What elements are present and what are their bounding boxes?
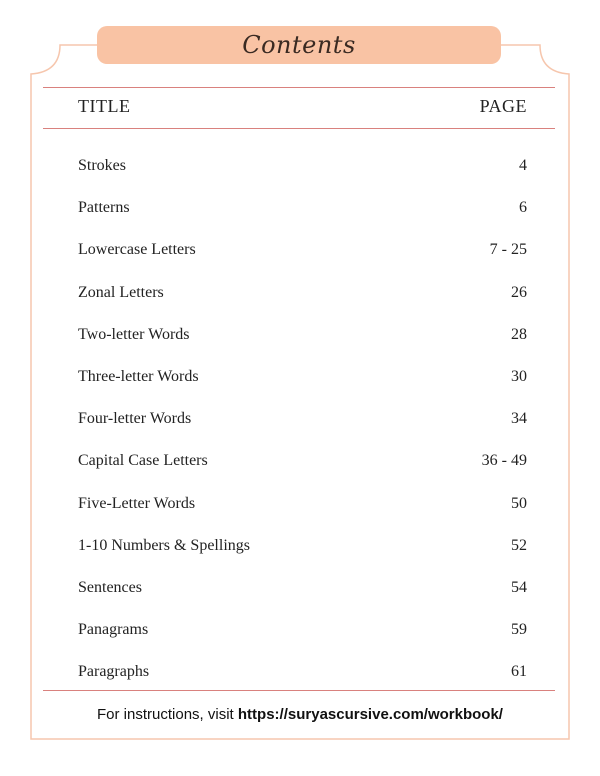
header-divider xyxy=(43,128,555,129)
list-item xyxy=(78,483,527,525)
list-item xyxy=(78,609,527,651)
footer-instructions xyxy=(0,706,600,723)
entry-title: Five-Letter Words xyxy=(78,494,196,512)
list-item xyxy=(78,525,527,567)
entry-page: 50 xyxy=(511,494,527,512)
contents-banner xyxy=(97,26,501,64)
entry-page: 30 xyxy=(511,368,527,386)
entry-page: 26 xyxy=(511,283,527,301)
contents-list xyxy=(78,145,527,693)
entry-page: 54 xyxy=(511,578,527,596)
list-item xyxy=(78,398,527,440)
entry-page: 36 - 49 xyxy=(481,452,527,470)
header-title-label: TITLE xyxy=(78,96,131,116)
list-item xyxy=(78,314,527,356)
list-item xyxy=(78,272,527,314)
list-item xyxy=(78,145,527,187)
top-divider xyxy=(43,87,555,88)
workbook-link[interactable]: https://suryascursive.com/workbook/ xyxy=(237,706,503,723)
entry-title: Sentences xyxy=(78,578,142,596)
entry-title: Zonal Letters xyxy=(78,283,164,301)
entry-title: Two-letter Words xyxy=(78,325,190,343)
table-header xyxy=(78,96,527,117)
list-item xyxy=(78,567,527,609)
page-title: Contents xyxy=(242,31,356,59)
entry-title: Panagrams xyxy=(78,621,149,639)
entry-title: Four-letter Words xyxy=(78,410,192,428)
entry-page: 61 xyxy=(511,663,527,681)
list-item xyxy=(78,356,527,398)
header-page-label: PAGE xyxy=(479,96,527,116)
entry-title: Three-letter Words xyxy=(78,368,199,386)
footer-prefix: For instructions, visit xyxy=(97,706,238,723)
entry-title: Paragraphs xyxy=(78,663,150,681)
entry-title: Strokes xyxy=(78,157,126,175)
list-item xyxy=(78,440,527,482)
list-item xyxy=(78,187,527,229)
entry-title: Lowercase Letters xyxy=(78,241,196,259)
entry-page: 7 - 25 xyxy=(489,241,527,259)
entry-page: 59 xyxy=(511,621,527,639)
entry-page: 28 xyxy=(511,325,527,343)
entry-page: 34 xyxy=(511,410,527,428)
entry-title: Capital Case Letters xyxy=(78,452,208,470)
entry-title: Patterns xyxy=(78,199,130,217)
list-item xyxy=(78,229,527,271)
list-item xyxy=(78,651,527,693)
entry-page: 4 xyxy=(519,157,527,175)
entry-title: 1-10 Numbers & Spellings xyxy=(78,536,250,554)
entry-page: 6 xyxy=(519,199,527,217)
footer-divider xyxy=(43,690,555,691)
entry-page: 52 xyxy=(511,536,527,554)
